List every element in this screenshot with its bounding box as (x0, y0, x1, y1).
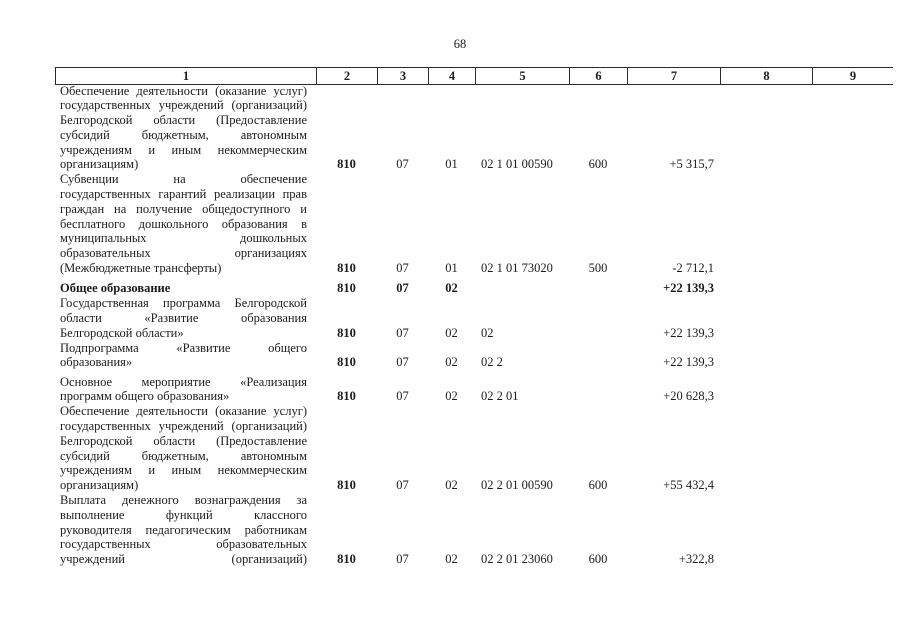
column-6-cell: 600 (588, 157, 608, 172)
page-number: 68 (453, 37, 467, 51)
column-6-cell (569, 326, 627, 341)
item-name-line: Основное мероприятие «Реализация (60, 374, 307, 389)
column-header-6: 6 (569, 68, 627, 84)
item-name-line: муниципальных дошкольных (60, 231, 307, 246)
table-row (55, 172, 893, 276)
column-4-cell: 02 (445, 552, 458, 567)
column-5-cell: 02 1 01 00590 (481, 157, 553, 172)
item-name-line: государственных гарантий реализации прав (60, 187, 307, 202)
column-4-cell: 02 (445, 355, 458, 370)
item-name-line: Обеспечение деятельности (оказание услуг) (60, 83, 307, 98)
item-name-line: учреждениям и иным некоммерческим (60, 463, 307, 478)
item-name-line: граждан на получение общедоступного и (60, 201, 307, 216)
column-6-cell: 600 (588, 552, 608, 567)
column-6-cell (569, 389, 627, 404)
table-header-row (55, 67, 893, 85)
item-name-line: Подпрограмма «Развитие общего (60, 340, 307, 355)
item-name-cell (55, 493, 316, 567)
column-5-cell: 02 2 01 00590 (481, 478, 553, 493)
column-8-cell (720, 281, 812, 296)
column-4-cell: 02 (445, 325, 458, 340)
column-5-cell: 02 1 01 73020 (481, 261, 553, 276)
column-4-cell: 02 (445, 478, 458, 493)
item-name-cell (55, 341, 316, 371)
column-header-3: 3 (377, 68, 428, 84)
table-body (55, 84, 893, 568)
column-header-9: 9 (812, 68, 893, 84)
table-row (55, 404, 893, 493)
column-2-cell: 810 (337, 355, 356, 370)
table-row (55, 296, 893, 340)
column-2-cell: 810 (337, 389, 356, 404)
column-9-cell (812, 552, 893, 567)
column-6-cell (569, 281, 627, 296)
column-9-cell (812, 478, 893, 493)
column-header-5: 5 (475, 68, 569, 84)
column-9-cell (812, 389, 893, 404)
column-5-cell: 02 2 01 23060 (481, 552, 553, 567)
item-name-line: Обеспечение деятельности (оказание услуг) (60, 404, 307, 419)
column-7-cell: +5 315,7 (669, 157, 714, 172)
item-name-line: организациям) (60, 478, 139, 493)
item-name-line: Белгородской области (Предоставление (60, 113, 307, 128)
column-8-cell (720, 478, 812, 493)
item-name-line: Белгородской области (Предоставление (60, 433, 307, 448)
column-header-2: 2 (316, 68, 377, 84)
column-9-cell (812, 355, 893, 370)
item-name-line: Субвенции на обеспечение (60, 172, 307, 187)
item-name-cell (55, 281, 316, 296)
column-8-cell (720, 389, 812, 404)
item-name-cell (55, 404, 316, 493)
item-name-line: государственных учреждений (организаций) (60, 98, 307, 113)
column-7-cell: +20 628,3 (663, 389, 714, 404)
column-2-cell: 810 (337, 478, 356, 493)
table-row (55, 341, 893, 371)
column-3-cell: 07 (396, 157, 409, 172)
column-2-cell: 810 (337, 157, 356, 172)
column-8-cell (720, 355, 812, 370)
column-7-cell: +22 139,3 (663, 281, 714, 296)
item-name-line: Государственная программа Белгородской (60, 296, 307, 311)
column-7-cell: +22 139,3 (663, 355, 714, 370)
column-header-1: 1 (55, 68, 316, 84)
column-3-cell: 07 (396, 325, 409, 340)
item-name-line: учреждений (организаций) (60, 552, 307, 567)
budget-table (55, 67, 893, 567)
column-7-cell: +322,8 (678, 552, 714, 567)
item-name-line: выполнение функций классного (60, 507, 307, 522)
column-4-cell: 02 (445, 281, 458, 296)
column-4-cell: 02 (445, 389, 458, 404)
column-6-cell: 600 (588, 478, 608, 493)
column-4-cell: 01 (445, 157, 458, 172)
column-9-cell (812, 157, 893, 172)
column-4-cell: 01 (445, 261, 458, 276)
item-name-line: государственных образовательных (60, 537, 307, 552)
column-7-cell: -2 712,1 (672, 261, 714, 276)
column-2-cell: 810 (337, 281, 356, 296)
item-name-line: Общее образование (60, 281, 171, 296)
column-3-cell: 07 (396, 552, 409, 567)
column-6-cell (569, 355, 627, 370)
column-3-cell: 07 (396, 261, 409, 276)
column-5-cell: 02 2 01 (481, 389, 519, 404)
item-name-line: бесплатного дошкольного образования в (60, 216, 307, 231)
column-8-cell (720, 261, 812, 276)
column-header-7: 7 (627, 68, 720, 84)
item-name-cell (55, 84, 316, 173)
column-3-cell: 07 (396, 478, 409, 493)
table-row (55, 493, 893, 567)
column-header-8: 8 (720, 68, 812, 84)
column-9-cell (812, 326, 893, 341)
table-row (55, 84, 893, 173)
column-5-cell: 02 2 (481, 355, 503, 370)
item-name-line: государственных учреждений (организаций) (60, 419, 307, 434)
item-name-line: (Межбюджетные трансферты) (60, 261, 222, 276)
item-name-cell (55, 375, 316, 405)
column-8-cell (720, 552, 812, 567)
table-row (55, 370, 893, 404)
column-7-cell: +22 139,3 (663, 325, 714, 340)
item-name-line: субсидий бюджетным, автономным (60, 448, 307, 463)
item-name-line: области «Развитие образования (60, 310, 307, 325)
item-name-cell (55, 296, 316, 340)
item-name-line: Выплата денежного вознаграждения за (60, 493, 307, 508)
column-8-cell (720, 326, 812, 341)
item-name-cell (55, 172, 316, 276)
column-3-cell: 07 (396, 389, 409, 404)
column-5-cell (475, 281, 569, 296)
column-7-cell: +55 432,4 (663, 478, 714, 493)
column-3-cell: 07 (396, 355, 409, 370)
column-2-cell: 810 (337, 261, 356, 276)
column-9-cell (812, 281, 893, 296)
item-name-line: организациям) (60, 157, 139, 172)
column-header-4: 4 (428, 68, 475, 84)
item-name-line: образования» (60, 355, 133, 370)
column-8-cell (720, 157, 812, 172)
column-2-cell: 810 (337, 325, 356, 340)
column-5-cell: 02 (481, 325, 494, 340)
table-row (55, 276, 893, 296)
item-name-line: руководителя педагогическим работникам (60, 522, 307, 537)
column-9-cell (812, 261, 893, 276)
column-6-cell: 500 (588, 261, 608, 276)
item-name-line: учреждениям и иным некоммерческим (60, 142, 307, 157)
item-name-line: образовательных организациях (60, 246, 307, 261)
item-name-line: субсидий бюджетным, автономным (60, 127, 307, 142)
item-name-line: Белгородской области» (60, 325, 184, 340)
column-3-cell: 07 (396, 281, 409, 296)
column-2-cell: 810 (337, 552, 356, 567)
item-name-line: программ общего образования» (60, 389, 230, 404)
